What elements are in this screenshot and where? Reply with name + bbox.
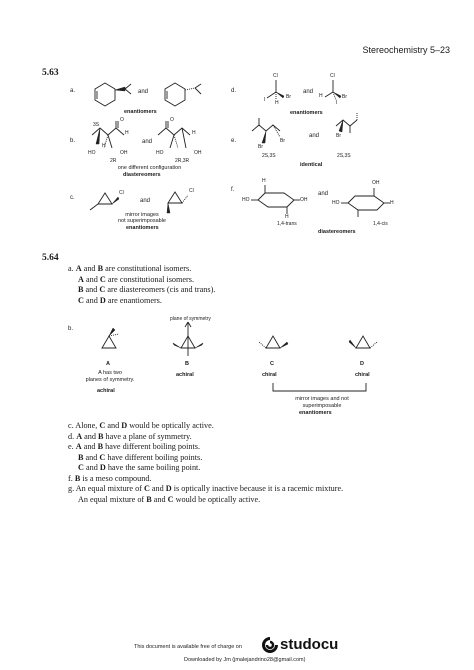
status-a: achiral [97,388,115,394]
config-5-63-f-2: 1,4-cis [373,221,388,227]
cl-5-63-c-1: Cl [119,190,124,196]
status-b: achiral [176,372,194,378]
br-5-63-e-1: Br [258,144,263,150]
footer-availability: This document is available free of charge on [134,644,242,650]
answer-c: c. Alone, C and D would be optically active. [68,421,214,430]
aldehyde-o-2: O [170,117,174,123]
studocu-logo-icon [262,637,278,653]
part-f-letter: f. [231,187,235,193]
ho-5-63-f-1: HO [242,197,250,203]
h-5-63-d-1: H [275,100,279,106]
br-5-63-d-2: Br [342,94,347,100]
br-5-63-e-2: Br [280,138,285,144]
part-d-letter: d. [231,88,237,94]
plane-of-symmetry-label: plane of symmetry [170,316,211,322]
h-5-63-f-1: H [262,178,266,184]
oh-5-63-f-1: OH [300,197,308,203]
cyclopropane-c [266,336,280,348]
answers-c-to-g [68,421,458,505]
caption-5-63-c-1: mirror images [125,212,159,218]
config-5-63-e-1: 2S,3S [262,153,276,159]
answer-d: d. A and B have a plane of symmetry. [68,431,192,441]
and-5-63-b: and [142,139,153,145]
answer-e-2: B and C have different boiling points. [78,452,203,462]
answer-a-line-3: B and C are diastereomers (cis and trans). [78,285,216,294]
caption-5-63-f: diastereomers [318,229,356,235]
ho-5-63-f-2: HO [332,200,340,206]
cl-5-63-c-2: Cl [189,188,194,194]
oh-label-1: OH [120,150,128,156]
status-c: chiral [262,372,277,378]
caption-5-63-a: enantiomers [124,109,157,115]
br-5-63-d-1: Br [286,94,291,100]
cl-5-63-d-2: Cl [330,73,335,79]
and-5-63-c: and [140,198,151,204]
footer-downloaded-by: Downloaded by Jm (jmalejandrino28@gmail.com) [184,657,306,663]
studocu-brand-link[interactable]: studocu [280,636,339,653]
caption-5-63-e: identical [300,162,323,168]
status-d: chiral [355,372,370,378]
h-5-63-f-3: H [390,200,394,206]
part-b-letter-5-64: b. [68,326,74,332]
caption-5-63-d: enantiomers [290,110,323,116]
config-5-63-f-1: 1,4-trans [277,221,297,227]
answer-g-1: g. An equal mixture of C and D is optically inactive because it is a racemic mixture. [68,484,344,493]
label-b: B [185,361,189,367]
h-5-63-f-2: H [285,214,289,220]
config-2r3r: 2R,3R [175,158,190,164]
i-5-63-d-1: I [264,97,266,103]
br-5-63-e-3: Br [336,133,341,139]
page-header: Stereochemistry 5–23 [362,45,450,55]
label-d: D [360,361,364,367]
caption-5-63-b-1: one different configuration [117,165,182,171]
ho-label-2: HO [156,150,164,156]
and-5-63-e: and [309,133,320,139]
part-b-letter: b. [70,138,76,144]
stereo-3s: 3S [93,122,100,128]
question-number-5-64: 5.64 [42,253,59,263]
bracket-text-2: superimposable [302,403,342,409]
and-5-63-d: and [303,89,314,95]
answer-a-line-1: a. A and B are constitutional isomers. [68,264,192,273]
caption-5-63-c-2: not superimposable [117,218,166,224]
answer-e-1: e. A and B have different boiling points. [68,442,200,451]
h-5-63-d-2: H [319,93,323,99]
answer-e-3: C and D have the same boiling point. [78,463,201,472]
note-a-1: A has two [98,370,122,376]
label-a: A [106,361,110,367]
answer-g-2: An equal mixture of B and C would be optically active. [78,494,261,504]
question-number-5-63: 5.63 [42,68,59,78]
note-a-2: planes of symmetry. [85,377,135,383]
bracket-text-3: enantiomers [299,410,332,416]
config-5-63-e-2: 2S,3S [337,153,351,159]
part-e-letter: e. [231,138,237,144]
aldehyde-h-2: H [192,130,196,136]
answer-a-line-4: C and D are enantiomers. [78,295,162,305]
h-label-1: H [102,143,106,149]
bracket-text-1: mirror images and not [295,396,349,402]
aldehyde-o-1: O [120,117,124,123]
label-c: C [270,361,274,367]
cyclopropane-a [102,336,116,348]
oh-label-2: OH [194,150,202,156]
answer-f: f. B is a meso compound. [68,473,152,483]
i-5-63-d-2: I [336,100,338,106]
cyclopropane-d [356,336,370,348]
part-c-letter: c. [70,195,75,201]
config-2r: 2R [110,158,117,164]
and-5-63-a: and [138,89,149,95]
answer-a-line-2: A and C are constitutional isomers. [78,274,194,284]
aldehyde-h-1: H [125,130,129,136]
cl-5-63-d-1: Cl [273,73,278,79]
oh-5-63-f-2: OH [372,180,380,186]
and-5-63-f: and [318,191,329,197]
part-a-letter: a. [70,88,76,94]
caption-5-63-b-2: diastereomers [123,172,161,178]
ho-label-1: HO [88,150,96,156]
caption-5-63-c-3: enantiomers [126,225,159,231]
